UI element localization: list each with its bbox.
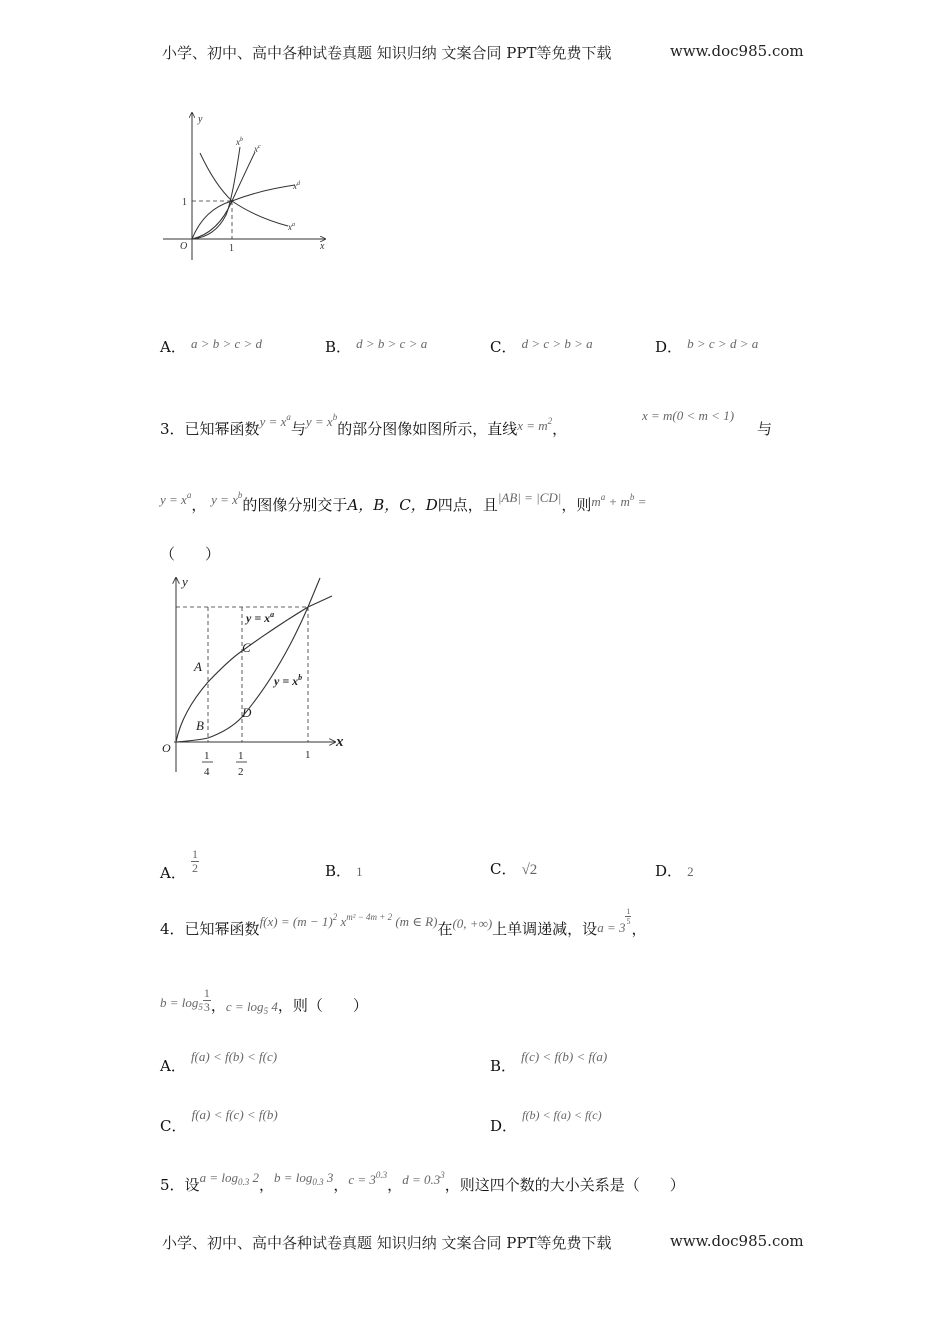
q2-option-a[interactable]: A． $^{a > b > c > d}$	[160, 336, 263, 356]
tick-quarter-num: 1	[204, 750, 210, 762]
q3-option-b[interactable]: B． 1	[325, 862, 363, 880]
q3-paren: （ ）	[160, 545, 221, 563]
point-a: A	[194, 659, 202, 674]
q4-option-c[interactable]: C． f(a) < f(c) < f(b)	[160, 1107, 278, 1135]
point-b: B	[196, 718, 204, 733]
label-curve-b: $y = x^b$	[274, 673, 303, 688]
y-axis-label: y	[198, 114, 203, 125]
q3-t4: 与	[757, 420, 773, 438]
q2-option-c[interactable]: C． $^{d > c > b > a}$	[490, 336, 593, 356]
label-x-d: $x^d$	[293, 181, 300, 191]
label-x-a: $x^a$	[288, 222, 295, 232]
q3-line-m-range: x = m(0 < m < 1)	[642, 408, 735, 423]
header-text: 小学、初中、高中各种试卷真题 知识归纳 文案合同 PPT等免费下载	[162, 44, 612, 62]
curve-x-a	[200, 153, 288, 226]
q5-line: 5．设$a = \log_{0.3} 2$，$b = \log_{0.3} 3$，$c = 3^{0.3}$，$d = 0.3^3$，则这四个数的大小关系是（ ）	[160, 1170, 685, 1194]
curve-x-c	[192, 152, 255, 239]
label-x-c: $x^c$	[254, 144, 261, 154]
tick-half-den: 2	[238, 766, 244, 778]
origin-label: O	[162, 741, 171, 755]
tick-x-1: 1	[229, 243, 234, 254]
q2-option-d[interactable]: D． $^{b > c > d > a}$	[655, 336, 759, 356]
y-axis-label: y	[182, 574, 188, 589]
q4-option-d[interactable]: D． f(b) < f(a) < f(c)	[490, 1108, 602, 1135]
figure-power-functions-1	[160, 105, 340, 265]
q3-line-2: $y = x^a$， $y = x^b$的图像分别交于A，B，C，D四点，且|AB| = |CD|，则$m^a + m^b$ =	[160, 490, 647, 514]
q3-option-c[interactable]: C． √2	[490, 860, 538, 878]
tick-one: 1	[305, 749, 311, 761]
q4-line-2: $b = \log_5$ $\frac{1}{3}$ ，$c = \log_5 4$，则（ ）	[160, 986, 368, 1016]
footer-text: 小学、初中、高中各种试卷真题 知识归纳 文案合同 PPT等免费下载	[162, 1234, 612, 1252]
tick-half-num: 1	[238, 750, 244, 762]
label-curve-a: $y = x^a$	[246, 610, 275, 625]
figure-power-functions-2	[160, 572, 360, 784]
curve-x-d	[192, 185, 295, 239]
point-c: C	[242, 640, 251, 655]
point-d: D	[242, 705, 252, 720]
q3-line-1: 3．已知幂函数$y = x^a$与$y = x^b$的部分图像如图所示，直线$x = m^2$，	[160, 412, 568, 438]
footer-url[interactable]: www.doc985.com	[670, 1232, 804, 1250]
x-axis-label: x	[336, 734, 344, 750]
header-url[interactable]: www.doc985.com	[670, 42, 804, 60]
x-axis-label: x	[320, 241, 325, 252]
label-x-b: $x^b$	[236, 137, 243, 147]
q4-option-a[interactable]: A． f(a) < f(b) < f(c)	[160, 1049, 278, 1075]
q4-line-1: 4．已知幂函数$f(x) = (m - 1)^2$ $x^{m^2 - 4m + 2}$ (m ∈ R)在(0, +∞)上单调递减，设a = 3 $\frac{1}{5}$ ，	[160, 906, 647, 938]
q2-option-b[interactable]: B． $^{d > b > c > a}$	[325, 336, 428, 356]
tick-quarter-den: 4	[204, 766, 210, 778]
q3-option-a[interactable]: A． $\frac{1}{2}$	[160, 847, 198, 882]
tick-y-1: 1	[182, 197, 187, 208]
q4-option-b[interactable]: B． f(c) < f(b) < f(a)	[490, 1049, 608, 1075]
origin-label: O	[180, 241, 188, 252]
q3-option-d[interactable]: D． 2	[655, 862, 694, 880]
